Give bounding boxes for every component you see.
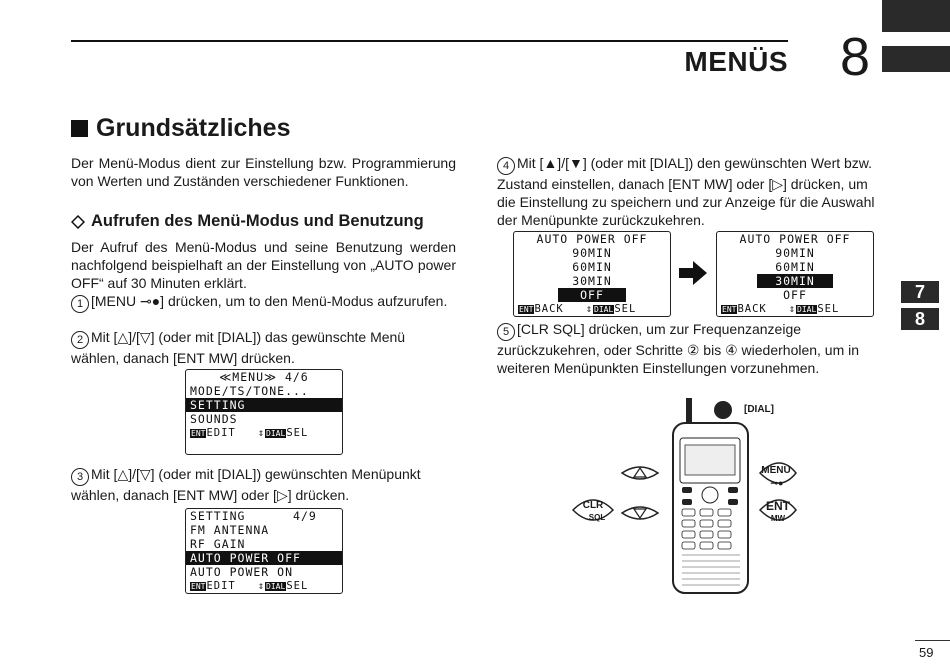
lcd-item: 90MIN	[775, 246, 815, 260]
lcd-header	[186, 509, 342, 523]
lcd-item: 60MIN	[775, 260, 815, 274]
lcd-footer: ENTEDIT ⇕DIALSEL	[191, 427, 309, 439]
lcd-item: OFF	[783, 288, 807, 302]
lcd-footer-left: EDIT	[206, 580, 236, 592]
radio-device-illustration	[570, 395, 800, 600]
lcd-footer-left: BACK	[534, 303, 564, 315]
step-text: [CLR SQL] drücken, um zur Frequenzanzeige zurückzukehren, oder Schritte ② bis ④ wiederholen, um in weiteren Menüpunkten Einstellungen vorzunehmen.	[497, 321, 860, 376]
chapter-number: 8	[840, 27, 871, 87]
step-text: Mit [△]/[▽] (oder mit [DIAL]) das gewünschte Menü wählen, danach [ENT MW] drücken.	[71, 329, 406, 366]
step-2	[71, 328, 456, 367]
lcd-footer: ENTBACK ⇕DIALSEL	[519, 303, 637, 315]
step-number: 1	[71, 295, 89, 313]
ent-label: ENT	[766, 499, 790, 513]
lcd-footer-right: SEL	[614, 303, 637, 315]
lcd-item-selected	[717, 274, 873, 288]
subsection-title: Aufrufen des Menü-Modus und Benutzung	[91, 212, 424, 230]
lcd-item: 30MIN	[572, 274, 612, 288]
lcd-footer-left: EDIT	[206, 427, 236, 439]
ent-key-label: ENT	[191, 429, 206, 438]
lcd-item: 90MIN	[572, 246, 612, 260]
step-1	[71, 292, 456, 313]
lcd-item-selected-label: 30MIN	[757, 274, 833, 288]
menu-label: MENU	[761, 465, 791, 476]
lcd-item: RF GAIN	[190, 537, 246, 551]
chapter-tab-bottom	[882, 46, 950, 72]
lcd-item-selected: AUTO POWER OFF	[186, 551, 342, 565]
step-number: 4	[497, 157, 515, 175]
lcd-header-title: SETTING	[190, 509, 246, 523]
lcd-footer-left: BACK	[737, 303, 767, 315]
radio-screen	[685, 445, 735, 475]
page-number: 59	[919, 645, 934, 660]
lcd-header: ≪MENU≫ 4/6	[219, 370, 309, 384]
sub-intro-paragraph: Der Aufruf des Menü-Modus und seine Benutzung werden nachfolgend beispielhaft an der Einstellung von „AUTO power OFF“ auf 30 Minuten erklärt.	[71, 239, 456, 291]
subsection-heading	[71, 212, 424, 231]
nav-pad-icon	[702, 487, 718, 503]
lcd-menu-screen	[185, 369, 343, 455]
lcd-footer: ENTBACK ⇕DIALSEL	[722, 303, 840, 315]
lcd-footer-right: SEL	[286, 427, 309, 439]
lcd-item-selected-label: OFF	[558, 288, 626, 302]
step-number: 5	[497, 323, 515, 341]
lcd-auto-power-after	[716, 231, 874, 317]
square-bullet-icon	[71, 120, 88, 137]
intro-paragraph: Der Menü-Modus dient zur Einstellung bzw. Programmierung von Werten und Zuständen verschiedener Funktionen.	[71, 155, 456, 189]
key-icon: ⊸●	[770, 478, 784, 488]
side-tab-7: 7	[901, 281, 939, 303]
ent-key-label: ENT	[519, 305, 534, 314]
right-arrow-icon	[677, 259, 709, 287]
lcd-footer: ENTEDIT ⇕DIALSEL	[191, 580, 309, 592]
dial-key-label: DIAL	[797, 305, 817, 314]
step-text: [MENU ⊸●] drücken, um to den Menü-Modus aufzurufen.	[91, 293, 448, 309]
ent-key-label: ENT	[191, 582, 206, 591]
step-text: Mit [△]/[▽] (oder mit [DIAL]) gewünschten Menüpunkt wählen, danach [ENT MW] oder [▷] drücken.	[71, 466, 421, 503]
lcd-item: 60MIN	[572, 260, 612, 274]
lcd-item-selected	[514, 288, 670, 302]
step-number: 3	[71, 468, 89, 486]
lcd-header: AUTO POWER OFF	[739, 232, 851, 246]
dial-key-label: DIAL	[266, 429, 286, 438]
sql-label: SQL	[588, 513, 606, 522]
lcd-setting-screen	[185, 508, 343, 594]
step-3	[71, 465, 456, 504]
ent-key-label: ENT	[722, 305, 737, 314]
chapter-tab-top	[882, 0, 950, 32]
lcd-item: AUTO POWER ON	[190, 565, 294, 579]
lcd-item: SOUNDS	[190, 412, 238, 426]
lcd-item-selected: SETTING	[186, 398, 342, 412]
dial-label: [DIAL]	[744, 404, 774, 415]
lcd-header: AUTO POWER OFF	[536, 232, 648, 246]
lcd-page-indicator: 4/9	[293, 509, 317, 523]
section-heading	[71, 114, 291, 143]
step-text: Mit [▲]/[▼] (oder mit [DIAL]) den gewünschten Wert bzw. Zustand einstellen, danach [ENT MW] oder [▷] drücken, um die Einstellung zu speichern und zur Anzeige für die Auswahl der Menüpunkte zurückzukehren.	[497, 155, 875, 228]
side-tab-8: 8	[901, 308, 939, 330]
chapter-title: MENÜS	[684, 46, 788, 77]
header-rule	[71, 40, 788, 42]
mw-label: MW	[770, 514, 786, 523]
step-5	[497, 320, 882, 377]
lcd-item: MODE/TS/TONE...	[190, 384, 309, 398]
clr-label: CLR	[582, 500, 604, 511]
dial-key-label: DIAL	[594, 305, 614, 314]
lcd-footer-right: SEL	[817, 303, 840, 315]
dial-knob-icon	[714, 401, 732, 419]
step-4	[497, 154, 882, 229]
dial-key-label: DIAL	[266, 582, 286, 591]
lcd-item: FM ANTENNA	[190, 523, 270, 537]
diamond-icon	[71, 215, 85, 229]
lcd-auto-power-before	[513, 231, 671, 317]
step-number: 2	[71, 331, 89, 349]
lcd-footer-right: SEL	[286, 580, 309, 592]
section-title: Grundsätzliches	[96, 114, 291, 142]
page-number-rule	[915, 640, 950, 641]
